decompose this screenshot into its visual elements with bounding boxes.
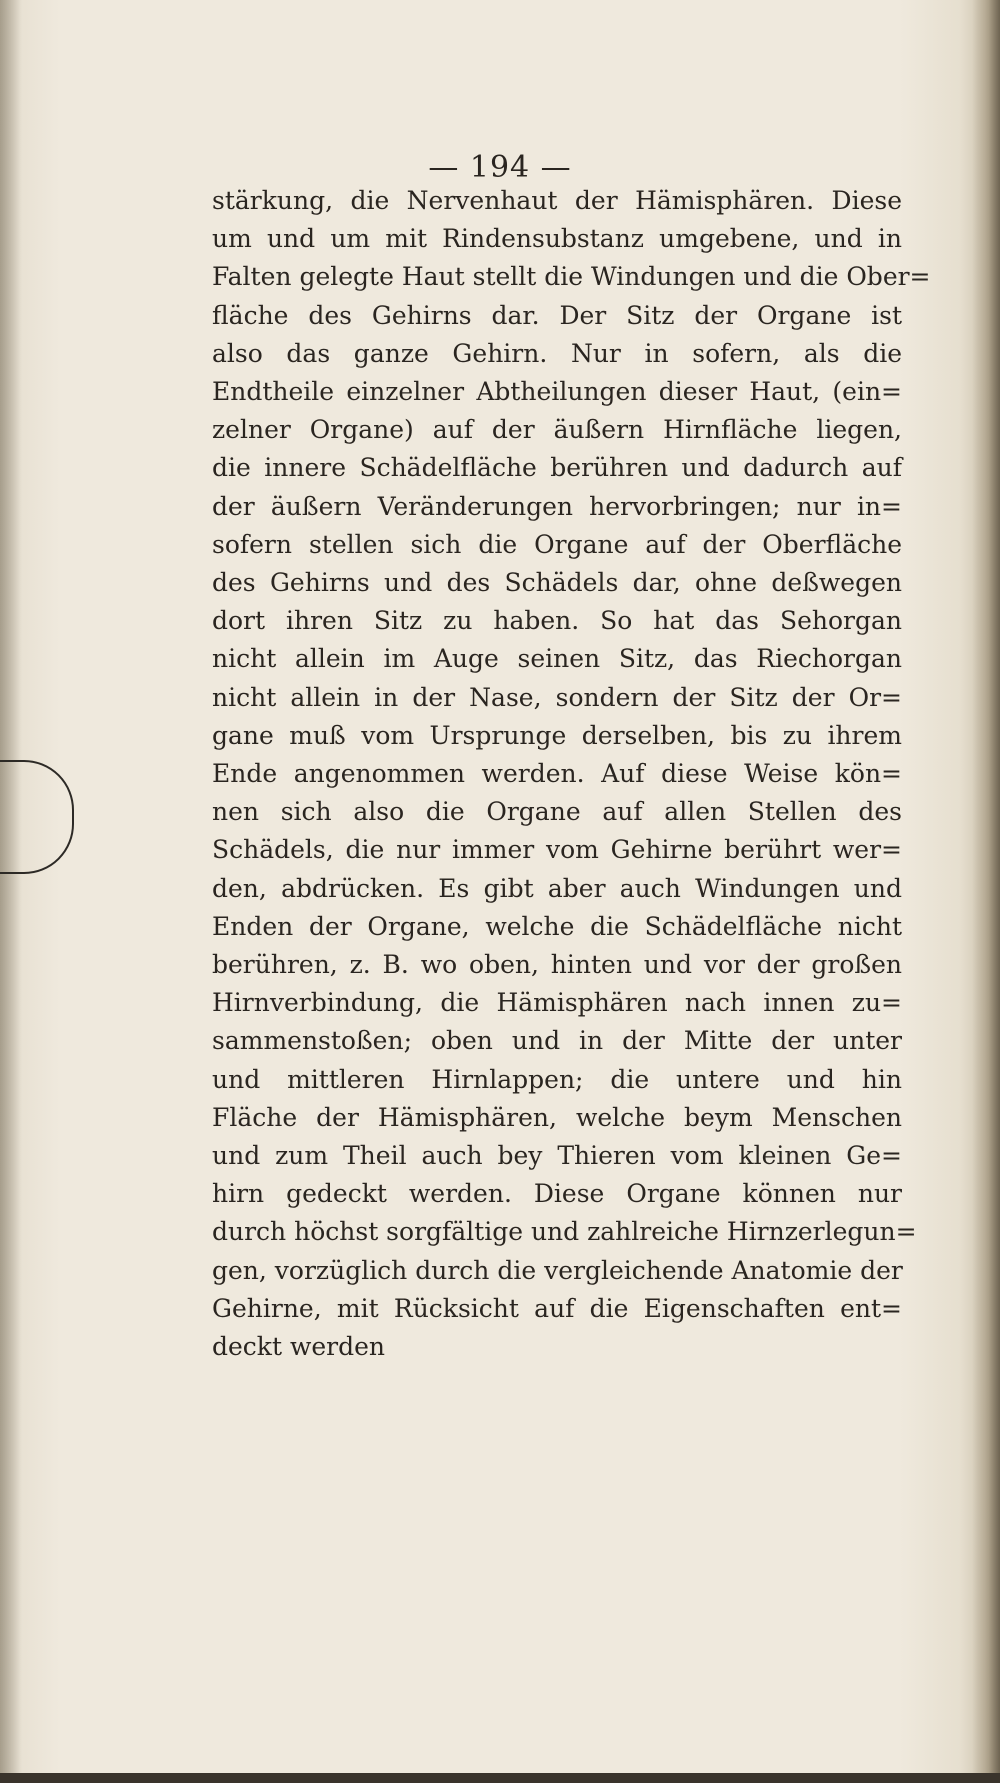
text-line: stärkung, die Nervenhaut der Hämisphären. Diese [212,186,902,215]
text-line: Enden der Organe, welche die Schädelfläche nicht [212,911,902,941]
text-line: Fläche der Hämisphären, welche beym Menschen [212,1102,902,1132]
text-line: sofern stellen sich die Organe auf der Oberfläche [212,529,902,559]
text-line: nicht allein in der Nase, sondern der Sitz der Or= [212,682,902,712]
text-line: sammenstoßen; oben und in der Mitte der unter [212,1026,902,1056]
page-number: — 194 — [428,150,572,185]
text-line: nen sich also die Organe auf allen Stellen des [212,797,902,827]
text-line: berühren, z. B. wo oben, hinten und vor der großen [212,950,902,980]
text-line: um und um mit Rindensubstanz umgebene, und in [212,224,902,254]
text-line: dort ihren Sitz zu haben. So hat das Sehorgan [212,606,902,636]
text-line: des Gehirns und des Schädels dar, ohne deßwegen [212,568,902,598]
text-line: und zum Theil auch bey Thieren vom kleinen Ge= [212,1141,902,1171]
bookmark-tab [0,760,74,874]
text-line: die innere Schädelfläche berühren und dadurch auf [212,453,902,483]
text-line: durch höchst sorgfältige und zahlreiche Hirnzerlegun= [212,1217,917,1247]
text-line: deckt werden [212,1332,385,1362]
text-line: der äußern Veränderungen hervorbringen; nur in= [212,491,902,521]
text-line: Schädels, die nur immer vom Gehirne berührt wer= [212,835,902,865]
text-line: Endtheile einzelner Abtheilungen dieser Haut, (ein= [212,377,902,407]
scan-bottom-border [0,1773,1000,1783]
text-line: gen, vorzüglich durch die vergleichende Anatomie der [212,1255,903,1285]
text-line: zelner Organe) auf der äußern Hirnfläche liegen, [212,415,902,445]
body-text [212,182,931,1366]
text-line: Ende angenommen werden. Auf diese Weise kön= [212,759,902,789]
text-line: Hirnverbindung, die Hämisphären nach innen zu= [212,988,902,1018]
page-edge-shadow [972,0,1000,1783]
text-line: nicht allein im Auge seinen Sitz, das Riechorgan [212,644,902,674]
text-line: hirn gedeckt werden. Diese Organe können nur [212,1179,902,1209]
text-line: also das ganze Gehirn. Nur in sofern, als die [212,338,902,368]
text-line: fläche des Gehirns dar. Der Sitz der Organe ist [212,300,902,330]
text-line: und mittleren Hirnlappen; die untere und hin [212,1064,902,1094]
text-line: Gehirne, mit Rücksicht auf die Eigenschaften ent= [212,1293,902,1323]
page-gutter-shadow [0,0,22,1783]
text-line: gane muß vom Ursprunge derselben, bis zu ihrem [212,720,902,750]
text-line: den, abdrücken. Es gibt aber auch Windungen und [212,873,902,903]
text-line: Falten gelegte Haut stellt die Windungen und die Ober= [212,262,931,292]
